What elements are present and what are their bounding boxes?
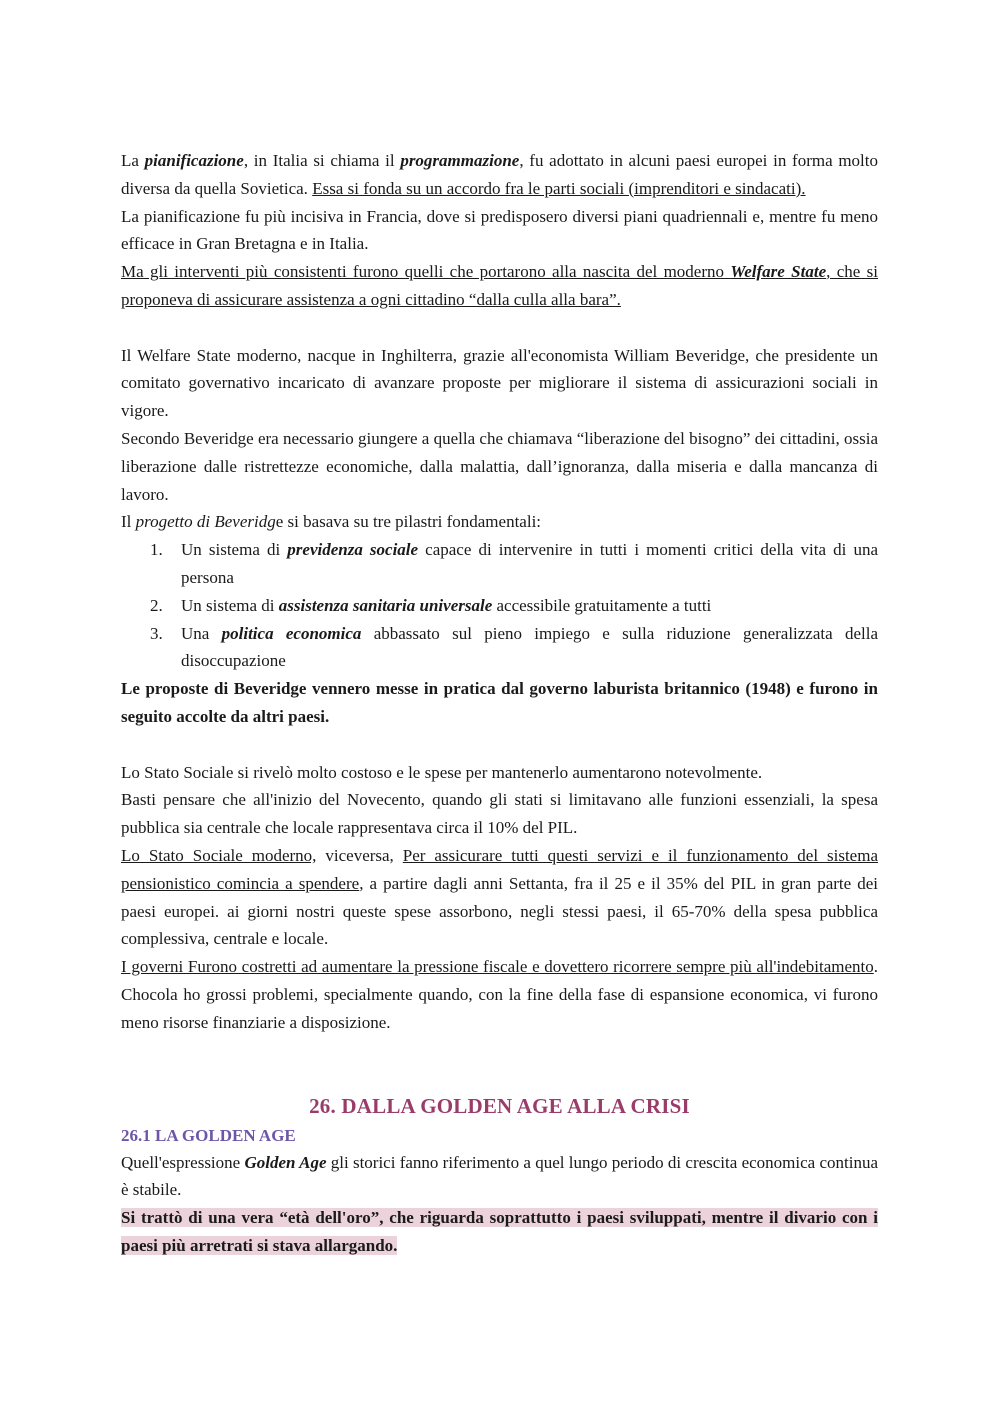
text-run: , in Italia si chiama il [243,151,401,170]
underlined-text: Per assicurare tutti questi servizi e il funzionamento del sistema pensionistico comincia a spendere [121,845,878,893]
paragraph-governi [121,953,878,1036]
underlined-text: Lo Stato Sociale moderno, [121,845,317,865]
emphasis-term: assistenza sanitaria universale [278,595,493,615]
pillars-list [121,536,878,675]
blank-line [121,731,878,759]
emphasis-term: politica economica [221,623,362,643]
text-run: Ma gli interventi più consistenti furono quelli che portarono alla nascita del moderno [121,262,731,282]
text-run: e si basava su tre pilastri fondamentali: [275,512,542,532]
paragraph-highlighted [121,1204,878,1260]
paragraph-welfare-state [121,258,878,314]
text-run: viceversa, [316,845,403,865]
text-run: gli storici fanno riferimento a quel lungo periodo di crescita economica continua è stabile. [121,1152,878,1200]
paragraph-novecento: Basti pensare che all'inizio del Novecento, quando gli stati si limitavano alle funzioni essenziali, la spesa pubblica sia centrale che locale rappresentava circa il 10% del PIL. [121,790,878,838]
highlighted-text: Si trattò di una vera “età dell'oro”, che riguarda soprattutto i paesi sviluppati, mentre il divario con i paesi più arretrati si stava allargando. [121,1208,878,1255]
underlined-text: I governi Furono costretti ad aumentare la pressione fiscale e dovettero ricorrere sempre più all'indebitamento [121,957,874,977]
paragraph-francia: La pianificazione fu più incisiva in Francia, dove si predisposero diversi piani quadriennali e, mentre fu meno efficace in Gran Bretagna e in Italia. [121,206,878,254]
list-item [121,592,878,620]
emphasis-term: programmazione [400,151,520,170]
section-gap [121,1037,878,1089]
text-run: abbassato sul pieno impiego e sulla riduzione generalizzata della disoccupazione [181,623,879,671]
underlined-text: Essa si fonda su un accordo fra le parti sociali (imprenditori e sindacati). [312,178,806,198]
emphasis-term: Golden Age [244,1152,327,1172]
emphasis-term: previdenza sociale [287,540,419,560]
text-run: Quell'espressione [121,1152,245,1172]
text-run: . Chocola ho grossi problemi, specialmente quando, con la fine della fase di espansione economica, vi furono meno risorse finanziarie a disposizione. [121,957,878,1032]
text-run: Un sistema di [181,595,279,615]
paragraph-progetto-beveridge [121,508,878,536]
paragraph-stato-sociale: Lo Stato Sociale si rivelò molto costoso e le spese per mantenerlo aumentarono notevolmente. [121,762,763,782]
text-run: capace di intervenire in tutti i momenti critici della vita di una persona [181,540,878,587]
text-run: Una [181,623,222,643]
paragraph-stato-sociale-moderno [121,842,878,953]
text-run: accessibile gratuitamente a tutti [492,595,712,615]
emphasis-term: pianificazione [144,151,244,170]
paragraph-golden-age [121,1149,878,1205]
paragraph-pianificazione [121,147,878,203]
paragraph-proposte-beveridge: Le proposte di Beveridge vennero messe in pratica dal governo laburista britannico (1948) e furono in seguito accolte da altri paesi. [121,679,878,726]
list-number: 2. [150,595,163,615]
text-run: La [121,151,145,170]
emphasis-term: Welfare State [730,262,827,282]
section-title: 26. DALLA GOLDEN AGE ALLA CRISI [309,1093,690,1118]
paragraph-beveridge-intro: Il Welfare State moderno, nacque in Inghilterra, grazie all'economista William Beveridge, che presidente un comitato governativo incaricato di avanzare proposte per migliorare il sistema di assicurazioni sociali in vigore. [121,345,878,421]
text-run: Un sistema di [181,540,288,560]
list-number: 1. [150,540,163,560]
italic-term: progetto di Beveridg [135,512,276,532]
text-run: Il [121,512,136,532]
text-run: , che si proponeva di assicurare assistenza a ogni cittadino “dalla culla alla bara”. [121,262,878,309]
text-run: , fu adottato in alcuni paesi europei in forma molto diversa da quella Sovietica. [121,151,879,198]
paragraph-liberazione-bisogno: Secondo Beveridge era necessario giungere a quella che chiamava “liberazione del bisogno” dei cittadini, ossia liberazione dalle ristrettezze economiche, dalla malattia, dall’ignoranza, dalla miseria e dalla mancanza di lavoro. [121,428,878,504]
list-item [121,620,878,676]
subsection-title: 26.1 LA GOLDEN AGE [121,1125,296,1145]
list-number: 3. [150,623,163,643]
blank-line [121,314,878,342]
document-body [121,147,878,1260]
text-run: , a partire dagli anni Settanta, fra il 25 e il 35% del PIL in gran parte dei paesi europei. ai giorni nostri queste spese assorbono, negli stessi paesi, il 65-70% della spesa pubblica complessiva, centrale e locale. [121,873,879,949]
list-item [121,536,878,592]
